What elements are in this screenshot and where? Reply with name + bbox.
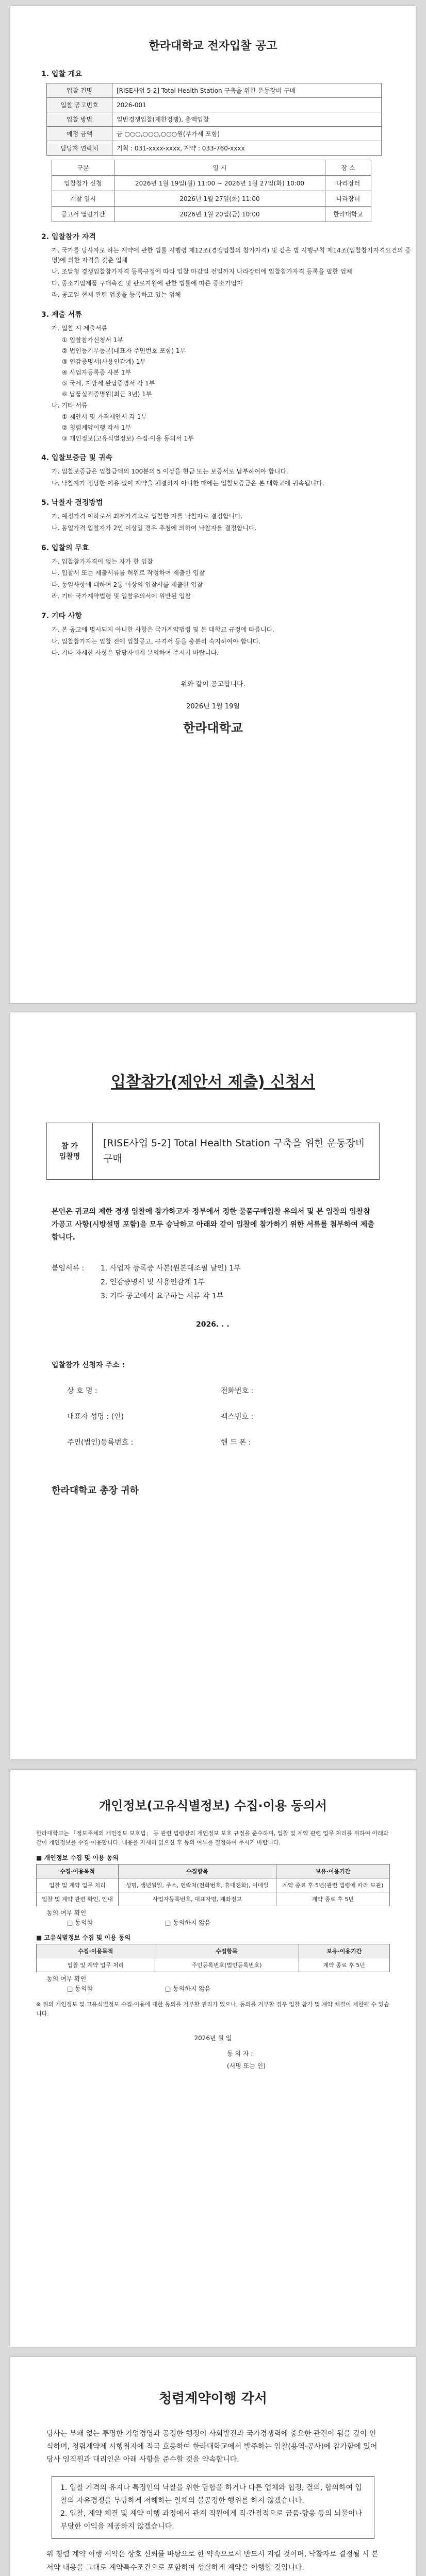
schedule-table [52,160,371,222]
text-line: 나. 기타 서류 [52,401,88,409]
registration-number-field[interactable]: 주민(법인)등록번호 : [67,1438,134,1447]
agree-checkbox[interactable]: □ 동의함 [67,1919,93,1927]
pledge-item: 1. 입찰 가격의 유지나 특정인의 낙찰을 위한 담합을 하거나 다른 업체와 협정, 결의, 합의하여 입찰의 자유경쟁을 부당하게 저해하는 일체의 불공정한 행위를 하지 않겠습니다. [60,2483,362,2505]
table-cell: 계약 종료 후 5년 [276,1892,389,1906]
pledge-items [52,2476,374,2539]
consent-page [10,1770,416,2347]
text-line: 나. 동일가격 입찰자가 2인 이상일 경우 추첨에 의하여 낙찰자를 결정합니다. [52,524,257,532]
unique-id-table [36,1944,390,1972]
table-cell: 한라대학교 [325,207,371,222]
pledge-item: 2. 입찰, 계약 체결 및 계약 이행 과정에서 관계 직원에게 직·간접적으로 금품·향응 등의 뇌물이나 부당한 이익을 제공하지 않겠습니다. [60,2509,362,2531]
table-cell: 기획 : 031-xxxx-xxxx, 계약 : 033-760-xxxx [112,141,382,156]
table-cell: [RISE사업 5-2] Total Health Station 구축을 위한 운동장비 구매 [112,83,382,98]
table-cell: 2026-001 [112,98,382,112]
text-line: 라. 공고일 현재 관련 업종을 등록하고 있는 업체 [52,291,181,299]
text-line: ② 청렴계약이행 각서 1부 [62,424,132,432]
application-body: 본인은 귀교의 제한 경쟁 입찰에 참가하고자 정부에서 정한 물품구매입찰 유의서 및 본 입찰의 입찰참가공고 사항(시방설명 포함)을 모두 승낙하고 아래와 같이 입찰에 참가하기 위한 서류를 첨부하여 제출합니다. [52,1207,374,1242]
fax-field[interactable]: 팩스번호 : [221,1413,254,1421]
consent-checkboxes [67,1984,390,1993]
text-line: ④ 사업자등록증 사본 1부 [62,368,132,376]
organization-name: 한라대학교 [183,720,243,735]
text-line: ① 입찰참가신청서 1부 [62,336,123,344]
signer-label: 동 의 자 : [227,2050,253,2058]
bid-name-label: 참 가 입찰명 [47,1123,93,1179]
table-cell: 입찰 건명 [47,83,112,98]
section-title: 3. 제출 서류 [41,310,82,319]
pledge-page [10,2357,416,2576]
attachments [52,1262,374,1303]
table-header: 수집·이용목적 [37,1865,119,1878]
table-cell: 2026년 1월 20일(금) 10:00 [114,207,325,222]
table-cell: 입찰참가 신청 [52,176,114,191]
text-line: ⑥ 납품실적증명원(최근 3년) 1부 [62,390,152,398]
consent-table [36,1864,390,1906]
table-cell: 주민등록번호(법인등록번호) [155,1958,299,1972]
table-header: 구분 [52,160,114,176]
table-cell: 입찰 방법 [47,112,112,127]
table-cell: 입찰 및 계약 관련 확인, 안내 [37,1892,119,1906]
text-line: 가. 입찰보증금은 입찰금액의 100분의 5 이상을 현금 또는 보증서로 납부하여야 합니다. [52,468,288,476]
phone-field[interactable]: 전화번호 : [221,1387,254,1396]
table-cell: 사업자등록번호, 대표자명, 계좌정보 [118,1892,276,1906]
section-title: 1. 입찰 개요 [41,70,82,78]
text-line: 나. 낙찰자가 정당한 이유 없이 계약을 체결하지 아니한 때에는 입찰보증금은 본 대학교에 귀속됩니다. [52,479,324,487]
bid-name-value: [RISE사업 5-2] Total Health Station 구축을 위한 운동장비 구매 [103,1138,365,1165]
form-row [67,1411,374,1421]
application-date: 2026. . . [196,1320,230,1329]
attachment-item: 1. 사업자 등록증 사본(원본대조필 날인) 1부 [101,1264,241,1273]
attachment-item: 2. 인감증명서 및 사용인감계 1부 [101,1278,205,1286]
table-cell: 계약 종료 후 5년(관련 법령에 따라 보관) [276,1878,389,1892]
table-cell: 금 ○○○,○○○,○○○원(부가세 포함) [112,127,382,141]
section-title: 5. 낙찰자 결정방법 [41,499,103,507]
table-header: 수집항목 [118,1865,276,1878]
text-line: 가. 본 공고에 명시되지 아니한 사항은 국가계약법령 및 본 대학교 규정에 따릅니다. [52,625,275,633]
table-cell: 2026년 1월 19일(월) 11:00 ~ 2026년 1월 27일(화) 10:00 [114,176,325,191]
overview-table [46,83,382,156]
mobile-field[interactable]: 핸 드 폰 : [221,1438,251,1447]
attachment-item: 3. 기타 공고에서 요구하는 서류 각 1부 [101,1292,224,1300]
text-line: ⑤ 국세, 지방세 완납증명서 각 1부 [62,379,155,387]
table-cell: 성명, 생년월일, 주소, 연락처(전화번호, 휴대전화), 이메일 [118,1878,276,1892]
text-line: ① 제안서 및 가격제안서 각 1부 [62,413,147,421]
table-cell: 담당자 연락처 [47,141,112,156]
text-line: ③ 인감증명서(사용인감계) 1부 [62,358,146,365]
table-cell: 공고서 열람기간 [52,207,114,222]
notice-date: 2026년 1월 19일 [186,702,240,710]
bid-name-box [46,1123,380,1180]
table-cell: 예정 금액 [47,127,112,141]
text-line: 나. 입찰참가자는 입찰 전에 입찰공고, 규격서 등을 충분히 숙지하여야 합니다. [52,637,261,645]
company-name-field[interactable]: 상 호 명 : [67,1387,97,1396]
table-cell: 입찰 공고번호 [47,98,112,112]
table-cell: 2026년 1월 27일(화) 11:00 [114,191,325,207]
text-line: ② 법인등기부등본(대표자 주민번호 포함) 1부 [62,347,186,354]
section-title: ■ 개인정보 수집 및 이용 동의 [36,1854,119,1862]
consent-date: 2026년 월 일 [194,2035,232,2042]
section-title: 6. 입찰의 무효 [41,544,89,552]
table-cell: 일반경쟁입찰(제한경쟁), 총액입찰 [112,112,382,127]
table-cell: 나라장터 [325,191,371,207]
consent-note: ※ 위의 개인정보 및 고유식별정보 수집·이용에 대한 동의를 거부할 권리가 있으나, 동의를 거부할 경우 입찰 참가 및 계약 체결이 제한될 수 있습니다. [36,2001,389,2017]
consent-signature [227,2047,416,2072]
section-title: 7. 기타 사항 [41,612,82,620]
consent-checkboxes [67,1918,390,1927]
table-cell: 입찰 및 계약 업무 처리 [37,1958,155,1972]
consent-intro: 한라대학교는 「정보주체의 개인정보 보호법」 등 관련 법령상의 개인정보 보호 규정을 준수하며, 입찰 및 계약 관련 업무 처리를 위하여 아래와 같이 개인정보를 수집·이용합니다. 내용을 자세히 읽으신 후 동의 여부를 결정하여 주시기 바랍니다. [36,1830,389,1846]
pledge-closing: 위 청렴 계약 이행 서약은 상호 신뢰를 바탕으로 한 약속으로서 반드시 지킬 것이며, 낙찰자로 결정될 시 본 서약 내용을 그대로 계약특수조건으로 포함하여 성실하게 계약을 이행할 것입니다. [46,2550,379,2572]
text-line: 다. 중소기업제품 구매촉진 및 판로지원에 관한 법률에 따른 중소기업자 [52,279,243,287]
table-header: 장 소 [325,160,371,176]
text-line: 다. 기타 자세한 사항은 담당자에게 문의하여 주시기 바랍니다. [52,649,219,657]
application-title: 입찰참가(제안서 제출) 신청서 [110,1073,316,1091]
text-line: 가. 국가를 당사자로 하는 계약에 관한 법률 시행령 제12조(경쟁입찰의 참가자격) 및 같은 법 시행규칙 제14조(입찰참가자격요건의 증명)에 의한 자격을 갖춘 업체 [52,247,411,264]
applicant-label: 입찰참가 신청자 주소 : [52,1361,125,1370]
table-header: 보유·이용기간 [299,1944,389,1958]
table-header: 일 시 [114,160,325,176]
table-cell: 나라장터 [325,176,371,191]
agree-label: 동의 여부 확인 [46,1975,87,1983]
consent-title: 개인정보(고유식별정보) 수집·이용 동의서 [99,1799,327,1813]
application-page [10,1012,416,1759]
text-line: 가. 예정가격 이하로서 최저가격으로 입찰한 자를 낙찰자로 결정합니다. [52,513,243,520]
recipient: 한라대학교 총장 귀하 [52,1485,139,1497]
agree-checkbox[interactable]: □ 동의함 [67,1985,93,1993]
section-title: 4. 입찰보증금 및 귀속 [41,454,112,463]
table-cell: 입찰 및 계약 업무 처리 [37,1878,119,1892]
form-row [67,1437,374,1447]
table-cell: 계약 종료 후 5년 [299,1958,389,1972]
form-row [67,1385,374,1396]
notice-title: 한라대학교 전자입찰 공고 [149,40,277,53]
notice-page [10,6,416,1003]
pledge-intro: 당사는 부패 없는 투명한 기업경영과 공정한 행정이 사회발전과 국가경쟁력에 중요한 관건이 됨을 깊이 인식하며, 청렴계약제 시행취지에 적극 호응하여 한라대학교에서 발주하는 입찰(용역·공사)에 참가함에 있어 당사 임직원과 대리인은 아래 사항을 준수할 것을 약속합니다. [46,2430,378,2464]
representative-field[interactable]: 대표자 성명 : (인) [67,1413,124,1421]
text-line: 가. 입찰참가자격이 없는 자가 한 입찰 [52,557,153,565]
table-header: 수집·이용목적 [37,1944,155,1958]
text-line: ③ 개인정보(고유식별정보) 수집·이용 동의서 1부 [62,435,194,443]
table-header: 수집항목 [155,1944,299,1958]
table-cell: 개찰 일시 [52,191,114,207]
text-line: 다. 동일사항에 대하여 2통 이상의 입찰서를 제출한 입찰 [52,581,203,588]
closing-text: 위와 같이 공고합니다. [181,680,245,688]
text-line: 라. 기타 국가계약법령 및 입찰유의서에 위반된 입찰 [52,592,191,600]
signature-field[interactable]: (서명 또는 인) [227,2062,266,2070]
section-title: 2. 입찰참가 자격 [41,233,96,241]
section-title: ■ 고유식별정보 수집 및 이용 동의 [36,1934,130,1942]
attachments-label: 붙임서류 : [52,1264,85,1273]
text-line: 가. 입찰 시 제출서류 [52,324,107,332]
text-line: 나. 조달청 경쟁입찰참가자격 등록규정에 따라 입찰 마감일 전일까지 나라장터에 입찰참가자격 등록을 필한 업체 [52,268,352,276]
pledge-title: 청렴계약이행 각서 [159,2391,267,2406]
agree-label: 동의 여부 확인 [46,1909,87,1917]
table-header: 보유·이용기간 [276,1865,389,1878]
disagree-checkbox[interactable]: □ 동의하지 않음 [165,1919,211,1927]
text-line: 나. 입찰서 또는 제출서류를 허위로 작성하여 제출한 입찰 [52,569,205,577]
disagree-checkbox[interactable]: □ 동의하지 않음 [165,1985,211,1993]
